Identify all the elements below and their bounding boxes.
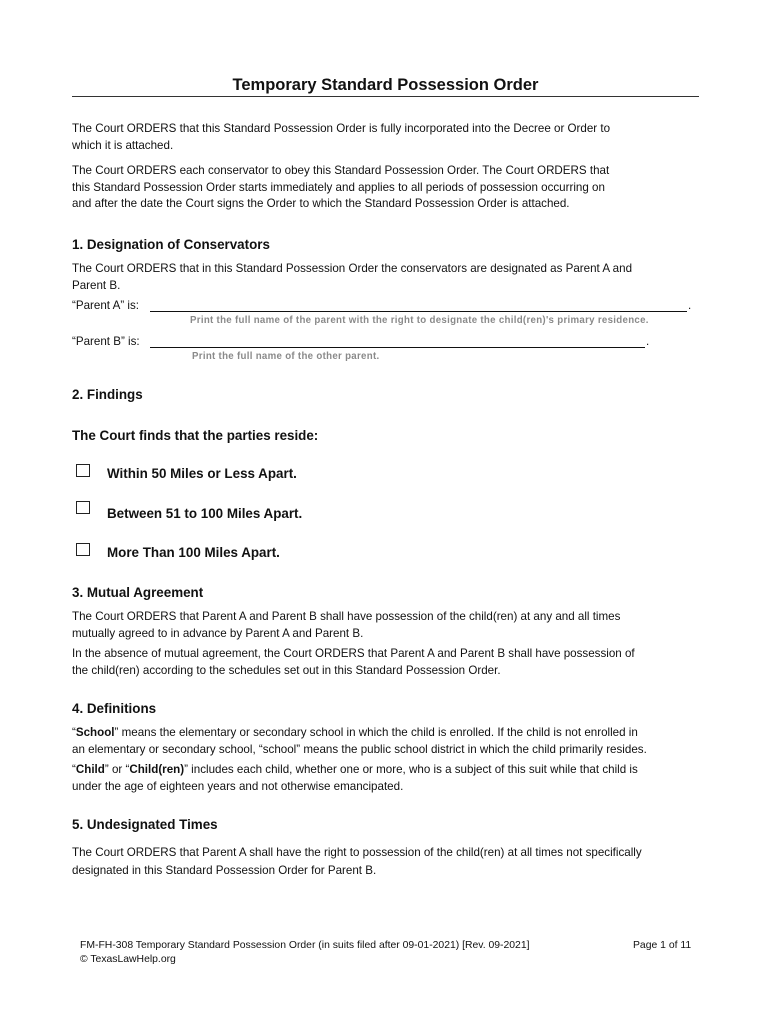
section-2-heading: 2. Findings [72,387,143,402]
distance-checkbox-over-100[interactable] [76,543,90,556]
intro-paragraph-1 [72,121,610,154]
defined-term-children: Child(ren) [129,763,185,776]
footer-form-id: FM-FH-308 Temporary Standard Possession Order (in suits filed after 09-01-2021) [Rev. 09-2021] [80,940,530,951]
defined-term-child: Child [75,763,105,776]
text-line: The Court ORDERS that Parent A shall have the right to possession of the child(ren) at all times not specifically [72,846,642,859]
parent-b-period: . [646,335,650,348]
document-title: Temporary Standard Possession Order [232,76,539,94]
school-definition [72,725,647,758]
intro-paragraph-2 [72,163,609,213]
distance-checkbox-51-to-100[interactable] [76,501,90,514]
distance-option-over-100: More Than 100 Miles Apart. [107,545,280,560]
section-3-heading: 3. Mutual Agreement [72,585,204,600]
section-4-heading: 4. Definitions [72,701,157,716]
text-line: In the absence of mutual agreement, the Court ORDERS that Parent A and Parent B shall have possession of [72,647,635,660]
parent-b-name-field[interactable] [150,336,645,348]
text-line: The Court ORDERS each conservator to obey this Standard Possession Order. The Court ORDERS that [72,164,610,177]
text-line: which it is attached. [72,138,174,152]
text-line: The Court ORDERS that this Standard Possession Order is fully incorporated into the Decree or Order to [72,122,611,135]
quote-mark: “ [72,763,76,776]
defined-term-school: School [75,726,115,739]
section-5-heading: 5. Undesignated Times [72,817,218,832]
child-definition [72,762,638,795]
text-line [72,725,647,742]
parent-a-hint: Print the full name of the parent with the right to designate the child(ren)'s primary residence. [190,315,649,326]
parent-b-hint: Print the full name of the other parent. [192,351,380,362]
text-line: and after the date the Court signs the Order to which the Standard Possession Order is attached. [72,197,570,210]
section-3-paragraph-2 [72,646,635,679]
text-line [72,762,638,779]
parent-b-label: “Parent B” is: [72,335,140,348]
distance-option-within-50: Within 50 Miles or Less Apart. [107,466,297,481]
section-3-paragraph-1 [72,609,620,642]
parent-a-period: . [688,299,692,312]
section-5-text [72,844,642,880]
title-underline [72,96,699,97]
text-line: under the age of eighteen years and not otherwise emancipated. [72,779,404,793]
definition-text: ” includes each child, whether one or more, who is a subject of this suit while that child is [184,763,638,776]
definition-text: ” means the elementary or secondary school in which the child is enrolled. If the child is not enrolled in [114,726,638,739]
text-line: The Court ORDERS that Parent A and Parent B shall have possession of the child(ren) at any and all times [72,610,621,623]
quote-mark: “ [72,726,76,739]
findings-subheading: The Court finds that the parties reside: [72,428,319,443]
distance-option-51-to-100: Between 51 to 100 Miles Apart. [107,506,303,521]
text-line: The Court ORDERS that in this Standard Possession Order the conservators are designated as Parent A and [72,262,633,275]
text-line: an elementary or secondary school, “school” means the public school district in which the child primarily resides. [72,742,647,756]
quote-mark: ” or “ [104,763,130,776]
text-line: the child(ren) according to the schedules set out in this Standard Possession Order. [72,663,501,677]
parent-a-name-field[interactable] [150,300,687,312]
text-line: Parent B. [72,278,121,292]
footer-copyright: © TexasLawHelp.org [80,954,176,965]
text-line: designated in this Standard Possession Order for Parent B. [72,864,377,877]
text-line: mutually agreed to in advance by Parent A and Parent B. [72,626,364,640]
distance-checkbox-within-50[interactable] [76,464,90,477]
section-1-text [72,261,632,294]
footer-page-number: Page 1 of 11 [633,940,692,951]
text-line: this Standard Possession Order starts immediately and applies to all periods of possession occurring on [72,180,605,194]
section-1-heading: 1. Designation of Conservators [72,237,270,252]
parent-a-label: “Parent A” is: [72,299,140,312]
